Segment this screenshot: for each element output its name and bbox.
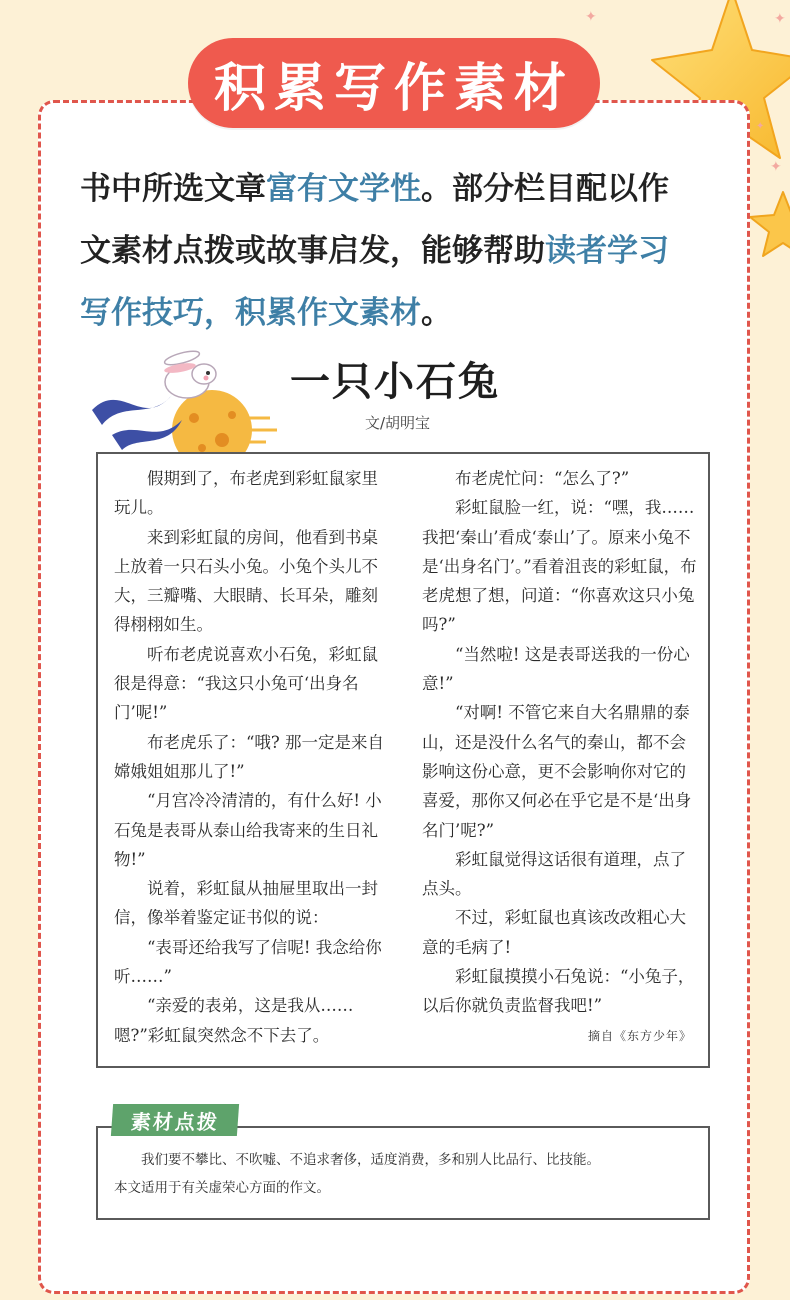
rabbit-moon-illustration — [82, 340, 282, 470]
tip-box — [96, 1126, 710, 1220]
story-source: 摘自《东方少年》 — [587, 1029, 692, 1043]
intro-highlight-3: 写作技巧，积累作文素材 — [80, 295, 421, 331]
banner-title: 积累写作素材 — [188, 38, 600, 128]
paragraph: 彩虹鼠觉得这话很有道理，点了点头。 — [422, 849, 686, 899]
paragraph: “月宫冷冷清清的，有什么好! 小石兔是表哥从泰山给我寄来的生日礼物!” — [114, 791, 382, 869]
paragraph: “亲爱的表弟，这是我从……嗯?”彩虹鼠突然念不下去了。 — [114, 996, 354, 1045]
intro-line3-b: 。 — [421, 295, 452, 331]
paragraph: “当然啦! 这是表哥送我的一份心意!” — [422, 644, 690, 694]
paragraph: 不过，彩虹鼠也真该改改粗心大意的毛病了! — [422, 908, 686, 957]
tip-line: 本文适用于有关虚荣心方面的作文。 — [114, 1180, 330, 1196]
story-box — [96, 452, 710, 1068]
story-author: 文/胡明宝 — [365, 414, 431, 432]
paragraph: “表哥还给我写了信呢! 我念给你听……” — [114, 937, 382, 987]
paragraph: 听布老虎说喜欢小石兔，彩虹鼠很是得意：“我这只小兔可‘出身名门’呢!” — [114, 644, 378, 723]
sparkle-icon: ✦ — [774, 11, 786, 27]
tip-text — [114, 1146, 698, 1202]
paragraph: 来到彩虹鼠的房间，他看到书桌上放着一只石头小兔。小兔个头儿不大，三瓣嘴、大眼睛、长耳朵，雕刻得栩栩如生。 — [114, 527, 378, 635]
sparkle-icon: ✦ — [770, 159, 782, 175]
paragraph: 布老虎忙问：“怎么了?” — [455, 469, 630, 488]
intro-line1-a: 书中所选文章 — [80, 171, 266, 207]
intro-highlight-2: 读者学习 — [545, 233, 669, 269]
paragraph: “对啊! 不管它来自大名鼎鼎的泰山，还是没什么名气的秦山，都不会影响这份心意，更不会影响你对它的喜爱，那你又何必在乎它是不是‘出身名门’呢?” — [422, 703, 692, 840]
tip-label: 素材点拨 — [111, 1104, 239, 1136]
story-column-right — [422, 464, 698, 1021]
sparkle-icon: ✦ — [585, 9, 597, 25]
paragraph: 彩虹鼠摸摸小石兔说：“小兔子，以后你就负责监督我吧!” — [422, 967, 695, 1016]
paragraph: 假期到了，布老虎到彩虹鼠家里玩儿。 — [114, 469, 378, 518]
paragraph: 彩虹鼠脸一红，说：“嘿，我……我把‘秦山’看成‘泰山’了。原来小兔不是‘出身名门’。”看着沮丧的彩虹鼠，布老虎想了想，问道：“你喜欢这只小兔吗?” — [422, 498, 697, 635]
story-title: 一只小石兔 — [290, 358, 500, 405]
sparkle-icon: ✦ — [756, 121, 765, 132]
paragraph: 布老虎乐了：“哦? 那一定是来自嫦娥姐姐那儿了!” — [114, 732, 385, 781]
story-column-left — [114, 464, 392, 1050]
intro-text — [80, 158, 730, 344]
star-icon — [748, 190, 790, 260]
tip-line: 我们要不攀比、不吹嘘、不追求奢侈，适度消费，多和别人比品行、比技能。 — [141, 1152, 600, 1168]
intro-line2-a: 文素材点拨或故事启发，能够帮助 — [80, 233, 545, 269]
intro-highlight-1: 富有文学性 — [266, 171, 421, 207]
intro-line1-b: 。部分栏目配以作 — [421, 171, 669, 207]
paragraph: 说着，彩虹鼠从抽屉里取出一封信，像举着鉴定证书似的说： — [114, 879, 378, 928]
